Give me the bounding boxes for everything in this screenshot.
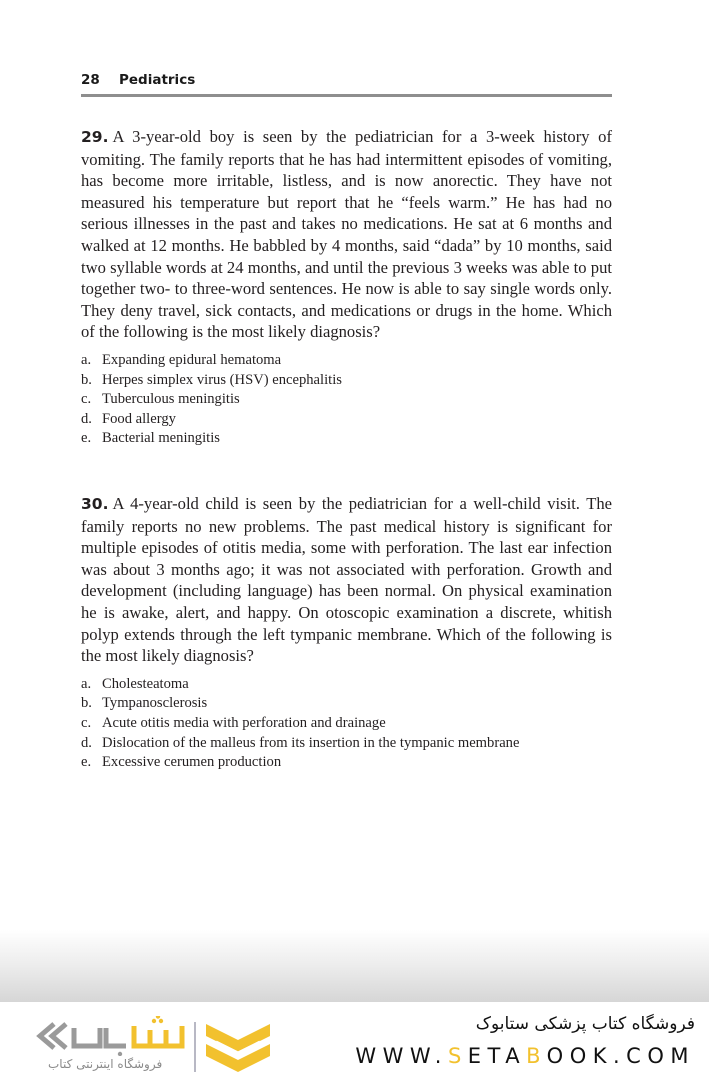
option-letter: a. [81,675,92,692]
footer-banner [0,1002,709,1080]
answer-option [81,390,612,410]
option-text: Cholesteatoma [102,675,189,692]
logo-wordmark-icon [34,1016,190,1056]
logo-subtitle: فروشگاه اینترنتی کتاب [48,1057,163,1071]
option-letter: a. [81,351,92,368]
url-part: WWW. [355,1044,448,1068]
page-bottom-shadow [0,930,709,1002]
option-text: Excessive cerumen production [102,754,282,771]
option-text: Bacterial meningitis [102,430,220,447]
answer-options [81,351,612,449]
question-number: 29. [81,128,109,146]
question-stem [81,493,612,667]
question-stem [81,126,612,343]
question-text: A 3-year-old boy is seen by the pediatrician for a 3-week history of vomiting. The family reports that he has had intermittent episodes of vomiting, has become more irritable, listless, and is now anorectic. They have not measured his temperature but report that he “feels warm.” He has had no serious illnesses in the past and takes no medications. He sat at 6 months and walked at 12 months. He babbled by 4 months, said “dada” by 10 months, said two syllable words at 24 months, and until the previous 3 weeks was able to put together two- to three-word sentences. He now is able to say single words only. They deny travel, sick contacts, and medications or drugs in the home. Which of the following is the most likely diagnosis? [81,127,612,342]
option-text: Tuberculous meningitis [102,391,240,408]
answer-option [81,694,612,714]
answer-option [81,429,612,449]
option-text: Tympanosclerosis [102,695,208,712]
answer-option [81,371,612,391]
option-letter: c. [81,391,92,408]
answer-option [81,714,612,734]
option-text: Acute otitis media with perforation and drainage [102,714,386,731]
option-letter: d. [81,410,92,427]
chevron-book-icon [202,1020,274,1076]
answer-option [81,734,612,754]
url-part: OOK.COM [546,1044,695,1068]
page-number: 28 [81,72,100,88]
url-part-highlight: S [447,1044,468,1068]
question-29 [81,126,612,449]
option-letter: b. [81,371,92,388]
url-part-highlight: B [526,1044,547,1068]
logo-divider [194,1022,196,1072]
question-number: 30. [81,495,109,513]
header-rule [81,94,612,97]
answer-option [81,410,612,430]
answer-option [81,675,612,695]
url-part: ETA [467,1044,527,1068]
option-letter: e. [81,754,92,771]
question-30 [81,493,612,773]
running-head [81,72,612,96]
option-letter: b. [81,695,92,712]
option-text: Food allergy [102,410,176,427]
option-letter: d. [81,734,92,751]
option-text: Herpes simplex virus (HSV) encephalitis [102,371,342,388]
setabook-logo[interactable] [34,1016,274,1078]
question-text: A 4-year-old child is seen by the pediatrician for a well-child visit. The family reports no new problems. The past medical history is significant for multiple episodes of otitis media, some with perforation. The last ear infection was about 3 months ago; it was not associated with perforation. Growth and development (including language) has been normal. On physical examination he is awake, alert, and happy. On otoscopic examination a discrete, whitish polyp extends through the left tympanic membrane. Which of the following is the most likely diagnosis? [81,494,612,666]
answer-option [81,753,612,773]
chapter-title: Pediatrics [119,72,196,88]
option-letter: c. [81,714,92,731]
option-text: Expanding epidural hematoma [102,351,282,368]
answer-option [81,351,612,371]
store-name-persian: فروشگاه کتاب پزشکی ستابوک [475,1014,695,1034]
store-url-link[interactable] [355,1044,695,1068]
option-letter: e. [81,430,92,447]
answer-options [81,675,612,773]
option-text: Dislocation of the malleus from its insertion in the tympanic membrane [102,734,520,751]
